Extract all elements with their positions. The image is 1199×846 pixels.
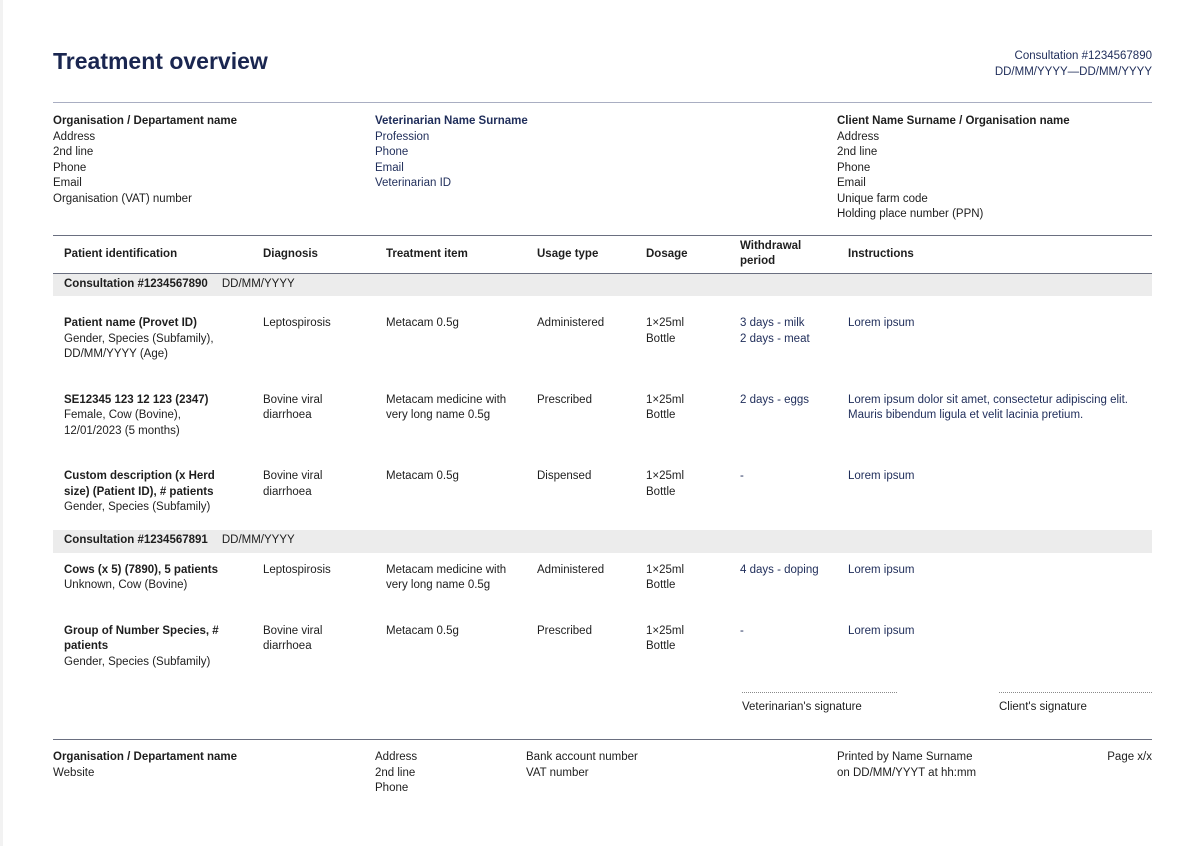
cell-patient [53,553,252,608]
cell-usage [526,377,635,454]
diagnosis-text: Leptospirosis [263,563,331,576]
cell-withdrawal [729,296,837,377]
patient-title: Custom description (x Herd [64,470,215,482]
veterinarian-info [375,114,528,192]
treatment-text: very long name 0.5g [386,409,491,421]
treatment-text: Metacam medicine with [386,393,507,406]
client-holding-number: Holding place number (PPN) [837,208,984,220]
dosage-text: 1×25ml [646,624,685,637]
usage-text: Prescribed [537,393,592,406]
diagnosis-text: Bovine viral [263,470,323,482]
usage-text: Administered [537,563,605,576]
cell-diagnosis [252,553,375,608]
header-usage: Usage type [526,236,635,273]
instructions-text: Lorem ipsum [848,563,915,576]
group-consultation-date: DD/MM/YYYY [221,534,295,547]
dosage-text: Bottle [646,485,676,498]
dosage-text: Bottle [646,332,676,345]
cell-withdrawal [729,453,837,530]
treatment-text: very long name 0.5g [386,579,491,591]
patient-title: Patient name (Provet ID) [64,317,197,329]
header-withdrawal-line1: Withdrawal [740,240,802,253]
header-withdrawal-line2: period [740,255,776,268]
footer-printed-by: Printed by Name Surname [837,751,973,763]
client-email: Email [837,177,866,189]
vet-signature-label: Veterinarian's signature [742,701,862,713]
consultation-header [995,49,1152,80]
treatment-text: Metacam 0.5g [386,470,459,482]
table-row [53,553,1152,608]
cell-instructions [837,608,1152,685]
diagnosis-text: Leptospirosis [263,317,331,329]
footer-address-line1: Address [375,751,418,763]
organisation-info [53,114,237,207]
cell-instructions [837,453,1152,530]
withdrawal-text: 3 days - milk [740,317,805,329]
veterinarian-phone: Phone [375,146,409,158]
footer-phone: Phone [375,782,409,794]
table-row [53,608,1152,685]
cell-treatment [375,453,526,530]
cell-usage [526,453,635,530]
treatment-text: Metacam 0.5g [386,624,459,637]
patient-title: Group of Number Species, # [64,624,219,637]
client-signature-line [999,692,1152,693]
withdrawal-text: - [740,470,744,482]
footer-address-line2: 2nd line [375,766,416,779]
client-signature-label: Client's signature [999,701,1087,713]
header-treatment: Treatment item [375,236,526,273]
instructions-text: Lorem ipsum [848,470,915,482]
table-row [53,296,1152,377]
table-header-row [53,236,1152,273]
cell-diagnosis [252,608,375,685]
footer-divider [53,739,1152,740]
withdrawal-text: 4 days - doping [740,563,819,576]
cell-withdrawal [729,553,837,608]
dosage-text: Bottle [646,409,676,421]
date-range: DD/MM/YYYY—DD/MM/YYYY [994,65,1152,78]
header-dosage: Dosage [635,236,729,273]
patient-detail: Gender, Species (Subfamily), [64,332,214,345]
consultation-group-cell [53,273,1152,296]
header-withdrawal [729,236,837,273]
consultation-group-cell [53,530,1152,553]
cell-diagnosis [252,377,375,454]
patient-title-cont: patients [64,640,109,652]
diagnosis-text: diarrhoea [263,409,312,421]
footer-bank [526,750,638,781]
footer-bank-account: Bank account number [526,751,638,763]
dosage-text: 1×25ml [646,393,685,406]
cell-dosage [635,608,729,685]
cell-dosage [635,377,729,454]
organisation-email: Email [53,177,82,189]
header-instructions: Instructions [837,236,1152,273]
patient-detail: 12/01/2023 (5 months) [64,424,180,437]
cell-instructions [837,377,1152,454]
cell-instructions [837,296,1152,377]
usage-text: Administered [537,317,605,329]
footer-organisation [53,750,237,781]
cell-treatment [375,296,526,377]
treatment-text: Metacam 0.5g [386,317,459,329]
diagnosis-text: Bovine viral [263,624,323,637]
footer-printed-on: on DD/MM/YYYT at hh:mm [837,766,977,779]
cell-instructions [837,553,1152,608]
cell-treatment [375,553,526,608]
consultation-number: Consultation #1234567890 [1014,50,1152,62]
client-info [837,114,1070,223]
veterinarian-name: Veterinarian Name Surname [375,115,528,127]
dosage-text: 1×25ml [646,563,685,576]
cell-dosage [635,296,729,377]
cell-treatment [375,377,526,454]
table-row [53,377,1152,454]
group-consultation-date: DD/MM/YYYY [221,278,295,290]
dosage-text: Bottle [646,640,676,652]
cell-withdrawal [729,377,837,454]
patient-detail: Gender, Species (Subfamily) [64,501,211,513]
page-title: Treatment overview [53,48,268,74]
document-page [3,0,1199,846]
instructions-text: Mauris bibendum ligula et velit lacinia pretium. [848,409,1084,421]
client-farm-code: Unique farm code [837,192,928,205]
consultation-group-row [53,273,1152,296]
dosage-text: 1×25ml [646,470,685,482]
patient-detail: Gender, Species (Subfamily) [64,655,211,668]
usage-text: Prescribed [537,624,592,637]
table-body [53,273,1152,684]
patient-detail: DD/MM/YYYY (Age) [64,348,168,360]
cell-usage [526,553,635,608]
cell-patient [53,296,252,377]
cell-dosage [635,553,729,608]
dosage-text: Bottle [646,579,676,591]
page-number: Page x/x [1107,751,1152,763]
patient-title: Cows (x 5) (7890), 5 patients [64,563,219,576]
organisation-address: Address [53,130,96,143]
veterinarian-email: Email [375,161,404,174]
client-address-line2: 2nd line [837,146,878,158]
organisation-vat: Organisation (VAT) number [53,192,192,205]
cell-patient [53,453,252,530]
diagnosis-text: diarrhoea [263,640,312,652]
withdrawal-text: 2 days - eggs [740,393,810,406]
instructions-text: Lorem ipsum [848,624,915,637]
header-patient: Patient identification [53,236,252,273]
patient-title-cont: size) (Patient ID), # patients [64,485,214,498]
instructions-text: Lorem ipsum [848,317,915,329]
cell-patient [53,608,252,685]
header-divider [53,102,1152,103]
footer-org-name: Organisation / Departament name [53,751,238,763]
instructions-text: Lorem ipsum dolor sit amet, consectetur adipiscing elit. [848,393,1128,406]
client-name: Client Name Surname / Organisation name [837,115,1070,127]
header-diagnosis: Diagnosis [252,236,375,273]
veterinarian-id: Veterinarian ID [375,177,452,189]
consultation-group-row [53,530,1152,553]
diagnosis-text: Bovine viral [263,393,323,406]
patient-detail: Female, Cow (Bovine), [64,409,181,421]
usage-text: Dispensed [537,470,592,482]
cell-dosage [635,453,729,530]
cell-diagnosis [252,453,375,530]
treatment-text: Metacam medicine with [386,563,507,576]
cell-usage [526,296,635,377]
group-consultation-number: Consultation #1234567890 [64,278,208,290]
footer-page [1107,750,1152,766]
organisation-phone: Phone [53,161,87,174]
withdrawal-text: - [740,624,744,637]
footer-website: Website [53,766,95,779]
cell-withdrawal [729,608,837,685]
footer-address [375,750,417,797]
organisation-name: Organisation / Departament name [53,115,238,127]
footer-vat: VAT number [526,766,589,779]
patient-title: SE12345 123 12 123 (2347) [64,393,209,406]
cell-usage [526,608,635,685]
cell-diagnosis [252,296,375,377]
footer-printed [837,750,976,781]
dosage-text: 1×25ml [646,317,685,329]
table-row [53,453,1152,530]
treatment-table [53,236,1152,684]
organisation-address-line2: 2nd line [53,146,94,158]
client-address: Address [837,130,880,143]
vet-signature-line [742,692,897,693]
veterinarian-profession: Profession [375,130,430,143]
cell-patient [53,377,252,454]
patient-detail: Unknown, Cow (Bovine) [64,579,188,591]
group-consultation-number: Consultation #1234567891 [64,534,208,547]
client-phone: Phone [837,161,871,174]
cell-treatment [375,608,526,685]
diagnosis-text: diarrhoea [263,485,312,498]
withdrawal-text: 2 days - meat [740,332,810,345]
